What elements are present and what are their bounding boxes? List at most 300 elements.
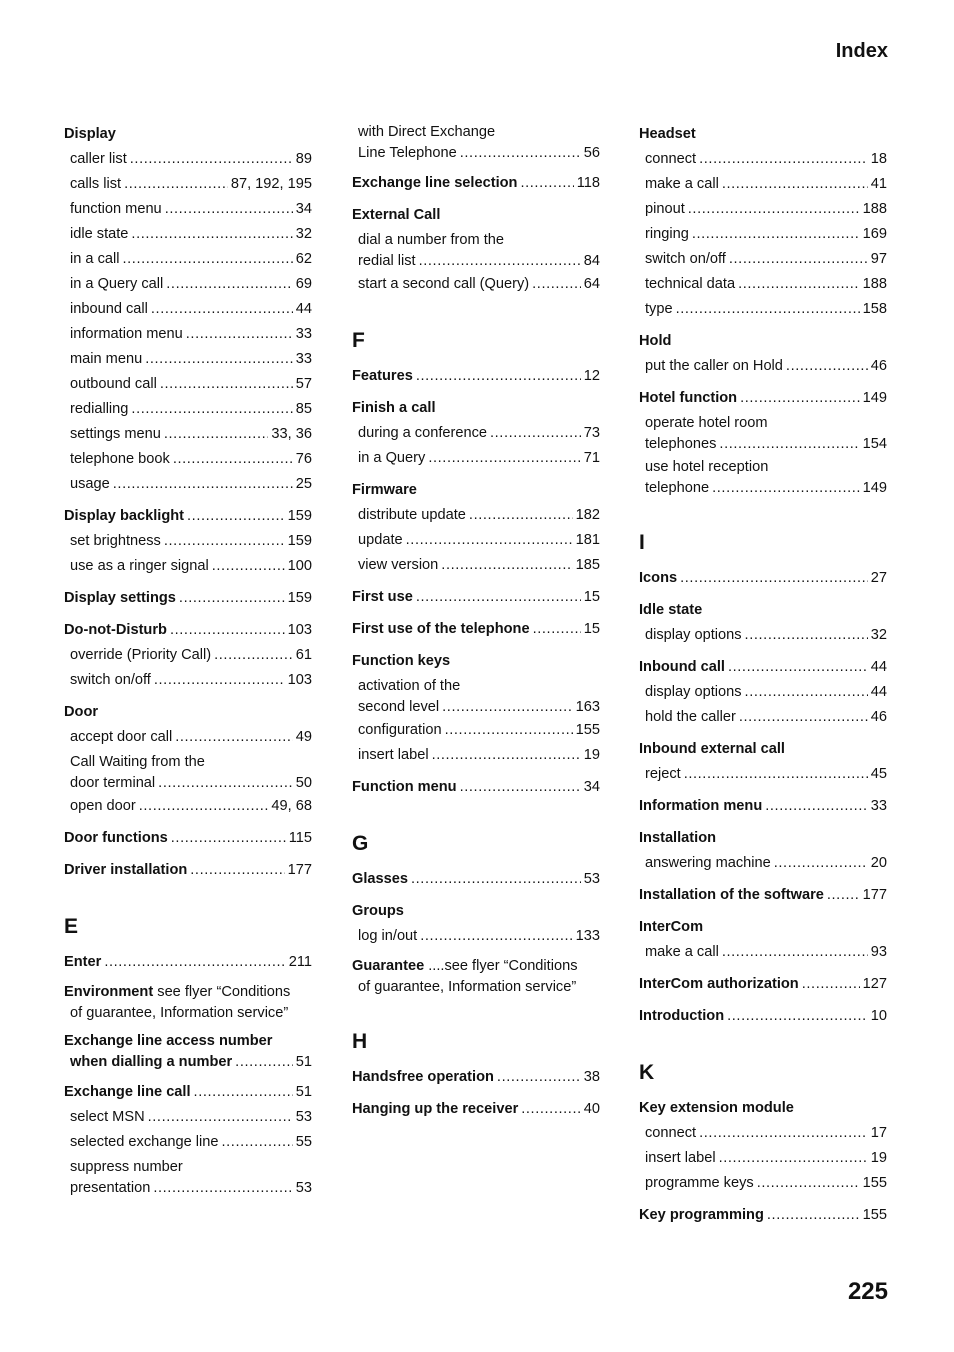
leader-dots bbox=[688, 197, 860, 222]
page-ref: 188 bbox=[862, 201, 887, 217]
index-subentry bbox=[64, 297, 312, 322]
page-ref: 169 bbox=[862, 226, 887, 242]
index-subentry bbox=[64, 197, 312, 222]
leader-dots bbox=[235, 1052, 293, 1073]
section-letter: G bbox=[352, 832, 369, 855]
subentry-line: operate hotel room bbox=[645, 415, 768, 431]
leader-dots bbox=[148, 1105, 293, 1130]
page-ref: 100 bbox=[287, 558, 312, 574]
leader-dots bbox=[745, 623, 868, 648]
leader-dots bbox=[411, 867, 581, 892]
subentry-label: insert label bbox=[645, 1150, 716, 1166]
page-ref: 19 bbox=[870, 1150, 887, 1166]
heading-label: Icons bbox=[639, 570, 678, 586]
leader-dots bbox=[802, 972, 860, 997]
page-ref: 51 bbox=[295, 1054, 312, 1070]
subentry-label: distribute update bbox=[358, 507, 466, 523]
page-ref: 33 bbox=[295, 326, 312, 342]
index-column-left bbox=[64, 122, 312, 1199]
heading-label: Introduction bbox=[639, 1008, 725, 1024]
subentry-last-line bbox=[645, 478, 887, 499]
page-ref: 71 bbox=[583, 450, 600, 466]
page-ref: 127 bbox=[862, 976, 887, 992]
index-entry-heading bbox=[352, 1065, 600, 1090]
subentry-label: accept door call bbox=[70, 729, 173, 745]
index-entry-heading: Firmware bbox=[352, 482, 417, 498]
index-subentry bbox=[352, 743, 600, 768]
leader-dots bbox=[190, 858, 284, 883]
index-entry-heading bbox=[639, 1203, 887, 1228]
index-subentry bbox=[352, 446, 600, 471]
leader-dots bbox=[179, 586, 285, 611]
page-ref: 89 bbox=[295, 151, 312, 167]
leader-dots bbox=[173, 447, 293, 472]
index-subentry bbox=[64, 668, 312, 693]
section-letter: F bbox=[352, 329, 365, 352]
section-letter: I bbox=[639, 531, 645, 554]
page-ref: 33, 36 bbox=[271, 426, 312, 442]
subentry-label: answering machine bbox=[645, 855, 771, 871]
subentry-label: presentation bbox=[70, 1180, 151, 1196]
index-subentry bbox=[639, 1121, 887, 1146]
index-subentry bbox=[639, 272, 887, 297]
index-subentry bbox=[64, 322, 312, 347]
leader-dots bbox=[158, 773, 293, 794]
subentry-label: ringing bbox=[645, 226, 689, 242]
subentry-label: telephones bbox=[645, 436, 717, 452]
heading-label: Exchange line call bbox=[64, 1084, 191, 1100]
page-ref: 149 bbox=[862, 390, 887, 406]
heading-label: Inbound call bbox=[639, 659, 725, 675]
heading-label: Installation of the software bbox=[639, 887, 824, 903]
subentry-line: activation of the bbox=[358, 678, 461, 694]
page-ref: 181 bbox=[575, 532, 600, 548]
leader-dots bbox=[221, 1130, 292, 1155]
index-entry-heading bbox=[64, 950, 312, 975]
subentry-label: telephone bbox=[645, 480, 710, 496]
leader-dots bbox=[739, 705, 868, 730]
page-ref: 46 bbox=[870, 358, 887, 374]
index-subentry bbox=[352, 272, 600, 297]
page-ref: 64 bbox=[583, 276, 600, 292]
subentry-last-line bbox=[70, 773, 312, 794]
subentry-label: view version bbox=[358, 557, 439, 573]
subentry-label: second level bbox=[358, 699, 440, 715]
index-subentry bbox=[64, 422, 312, 447]
leader-dots bbox=[164, 529, 285, 554]
leader-dots bbox=[738, 272, 860, 297]
leader-dots bbox=[214, 643, 293, 668]
leader-dots bbox=[164, 422, 269, 447]
index-entry-heading bbox=[64, 1080, 312, 1105]
subentry-label: set brightness bbox=[70, 533, 161, 549]
subentry-label: reject bbox=[645, 766, 681, 782]
see-reference-continued: of guarantee, Information service” bbox=[358, 979, 577, 995]
index-subentry bbox=[639, 222, 887, 247]
leader-dots bbox=[131, 397, 292, 422]
subentry-label: telephone book bbox=[70, 451, 170, 467]
index-entry-heading bbox=[352, 775, 600, 800]
leader-dots bbox=[145, 347, 293, 372]
subentry-label: redial list bbox=[358, 253, 416, 269]
index-entry-heading: Inbound external call bbox=[639, 741, 785, 757]
page-ref: 159 bbox=[287, 590, 312, 606]
heading-label: Display settings bbox=[64, 590, 176, 606]
subentry-last-line bbox=[358, 697, 600, 718]
leader-dots bbox=[160, 372, 293, 397]
page-ref: 33 bbox=[295, 351, 312, 367]
index-entry-heading: External Call bbox=[352, 207, 441, 223]
subentry-label: during a conference bbox=[358, 425, 487, 441]
index-subentry bbox=[64, 172, 312, 197]
heading-label: Glasses bbox=[352, 871, 408, 887]
page-ref: 133 bbox=[575, 928, 600, 944]
index-entry-heading bbox=[352, 617, 600, 642]
leader-dots bbox=[684, 762, 868, 787]
subentry-label: start a second call (Query) bbox=[358, 276, 530, 292]
index-subentry bbox=[352, 503, 600, 528]
index-subentry bbox=[639, 147, 887, 172]
subentry-last-line bbox=[358, 251, 600, 272]
page-ref: 87, 192, 195 bbox=[230, 176, 312, 192]
page-ref: 19 bbox=[583, 747, 600, 763]
page-ref: 185 bbox=[575, 557, 600, 573]
index-entry-heading: Installation bbox=[639, 830, 717, 846]
index-column-middle bbox=[352, 122, 600, 1122]
index-subentry bbox=[352, 421, 600, 446]
index-entry-heading bbox=[64, 504, 312, 529]
page-ref: 53 bbox=[295, 1109, 312, 1125]
subentry-label: door terminal bbox=[70, 775, 156, 791]
page-ref: 50 bbox=[295, 775, 312, 791]
page-ref: 103 bbox=[287, 622, 312, 638]
leader-dots bbox=[151, 297, 293, 322]
index-subentry bbox=[639, 1146, 887, 1171]
index-entry-heading bbox=[352, 171, 600, 196]
page-ref: 38 bbox=[583, 1069, 600, 1085]
page-ref: 93 bbox=[870, 944, 887, 960]
page-ref: 34 bbox=[583, 779, 600, 795]
index-subentry bbox=[64, 1130, 312, 1155]
page-ref: 18 bbox=[870, 151, 887, 167]
page-ref: 46 bbox=[870, 709, 887, 725]
leader-dots bbox=[212, 554, 285, 579]
index-entry-heading bbox=[64, 982, 312, 1024]
page-ref: 15 bbox=[583, 589, 600, 605]
page-ref: 118 bbox=[576, 175, 600, 191]
heading-label: First use of the telephone bbox=[352, 621, 530, 637]
page-ref: 20 bbox=[870, 855, 887, 871]
leader-dots bbox=[122, 247, 292, 272]
leader-dots bbox=[460, 775, 581, 800]
leader-dots bbox=[432, 743, 581, 768]
page-ref: 103 bbox=[287, 672, 312, 688]
page-ref: 211 bbox=[288, 954, 312, 970]
subentry-label: switch on/off bbox=[70, 672, 151, 688]
leader-dots bbox=[533, 617, 581, 642]
leader-dots bbox=[406, 528, 573, 553]
index-entry-heading bbox=[639, 386, 887, 411]
leader-dots bbox=[442, 697, 573, 718]
subentry-label: connect bbox=[645, 151, 697, 167]
subentry-label: calls list bbox=[70, 176, 122, 192]
subentry-label: technical data bbox=[645, 276, 736, 292]
page-ref: 44 bbox=[870, 659, 887, 675]
index-entry-heading bbox=[352, 364, 600, 389]
index-subentry bbox=[64, 554, 312, 579]
heading-label: Door functions bbox=[64, 830, 168, 846]
leader-dots bbox=[676, 297, 860, 322]
subentry-label: select MSN bbox=[70, 1109, 145, 1125]
page-ref: 57 bbox=[295, 376, 312, 392]
index-subentry bbox=[64, 643, 312, 668]
index-entry-heading bbox=[639, 655, 887, 680]
index-subentry bbox=[639, 297, 887, 322]
leader-dots bbox=[419, 251, 581, 272]
heading-label: Display backlight bbox=[64, 508, 185, 524]
subentry-label: usage bbox=[70, 476, 110, 492]
index-entry-heading bbox=[352, 585, 600, 610]
subentry-label: caller list bbox=[70, 151, 127, 167]
subentry-label: put the caller on Hold bbox=[645, 358, 783, 374]
index-subentry bbox=[639, 680, 887, 705]
leader-dots bbox=[712, 478, 860, 499]
index-entry-heading bbox=[64, 618, 312, 643]
index-entry-heading: Groups bbox=[352, 903, 404, 919]
subentry-label: programme keys bbox=[645, 1175, 754, 1191]
leader-dots bbox=[104, 950, 285, 975]
leader-dots bbox=[165, 197, 293, 222]
subentry-last-line bbox=[645, 434, 887, 455]
leader-dots bbox=[441, 553, 572, 578]
page-ref: 84 bbox=[583, 253, 600, 269]
leader-dots bbox=[124, 172, 228, 197]
leader-dots bbox=[153, 1178, 292, 1199]
page-ref: 73 bbox=[583, 425, 600, 441]
page-ref: 177 bbox=[287, 862, 312, 878]
index-entry-heading: Key extension module bbox=[639, 1100, 794, 1116]
leader-dots bbox=[727, 1004, 868, 1029]
page-ref: 155 bbox=[862, 1207, 887, 1223]
index-subentry bbox=[64, 397, 312, 422]
subentry-last-line bbox=[358, 143, 600, 164]
index-subentry bbox=[64, 529, 312, 554]
leader-dots bbox=[722, 940, 868, 965]
heading-label: Hanging up the receiver bbox=[352, 1101, 519, 1117]
page-ref: 32 bbox=[870, 627, 887, 643]
leader-dots bbox=[469, 503, 573, 528]
section-letter: E bbox=[64, 915, 79, 938]
heading-line bbox=[64, 982, 312, 1003]
index-subentry bbox=[64, 247, 312, 272]
leader-dots bbox=[445, 718, 573, 743]
subentry-label: Line Telephone bbox=[358, 145, 457, 161]
heading-line: Exchange line access number bbox=[64, 1033, 273, 1049]
heading-last-line bbox=[64, 1052, 312, 1073]
page-ref: 85 bbox=[295, 401, 312, 417]
page-ref: 56 bbox=[583, 145, 600, 161]
heading-label: Handsfree operation bbox=[352, 1069, 494, 1085]
page-number: 225 bbox=[847, 1278, 888, 1305]
leader-dots bbox=[757, 1171, 860, 1196]
index-subentry bbox=[639, 354, 887, 379]
index-subentry bbox=[64, 347, 312, 372]
leader-dots bbox=[786, 354, 868, 379]
leader-dots bbox=[520, 171, 573, 196]
page-ref: 44 bbox=[870, 684, 887, 700]
index-subentry bbox=[64, 147, 312, 172]
page-ref: 12 bbox=[583, 368, 600, 384]
page-ref: 149 bbox=[862, 480, 887, 496]
page-ref: 55 bbox=[295, 1134, 312, 1150]
index-subentry bbox=[352, 230, 600, 272]
index-column-right bbox=[639, 122, 887, 1228]
page-ref: 97 bbox=[870, 251, 887, 267]
subentry-label: open door bbox=[70, 798, 136, 814]
leader-dots bbox=[490, 421, 581, 446]
leader-dots bbox=[680, 566, 868, 591]
see-reference: ....see flyer “Conditions bbox=[428, 958, 578, 974]
index-subentry bbox=[64, 472, 312, 497]
index-subentry bbox=[639, 172, 887, 197]
index-entry-heading bbox=[64, 826, 312, 851]
subentry-label: insert label bbox=[358, 747, 429, 763]
heading-label: Environment bbox=[64, 984, 154, 1000]
index-subentry bbox=[639, 762, 887, 787]
page-ref: 53 bbox=[583, 871, 600, 887]
leader-dots bbox=[827, 883, 860, 908]
index-subentry bbox=[64, 725, 312, 750]
leader-dots bbox=[745, 680, 868, 705]
index-subentry bbox=[639, 413, 887, 455]
see-reference: see flyer “Conditions bbox=[157, 984, 291, 1000]
page-ref: 158 bbox=[862, 301, 887, 317]
index-title: Index bbox=[835, 40, 888, 62]
page-ref: 53 bbox=[295, 1180, 312, 1196]
heading-label: Driver installation bbox=[64, 862, 188, 878]
index-entry-heading bbox=[64, 858, 312, 883]
index-subentry bbox=[352, 718, 600, 743]
leader-dots bbox=[416, 364, 581, 389]
index-entry-heading bbox=[639, 972, 887, 997]
page-ref: 69 bbox=[295, 276, 312, 292]
index-subentry bbox=[64, 272, 312, 297]
index-entry-heading bbox=[64, 586, 312, 611]
subentry-label: use as a ringer signal bbox=[70, 558, 209, 574]
leader-dots bbox=[765, 794, 868, 819]
page-ref: 49, 68 bbox=[271, 798, 312, 814]
heading-label: Do-not-Disturb bbox=[64, 622, 167, 638]
page-ref: 159 bbox=[287, 533, 312, 549]
leader-dots bbox=[774, 851, 868, 876]
index-subentry bbox=[639, 623, 887, 648]
leader-dots bbox=[113, 472, 293, 497]
page-ref: 27 bbox=[870, 570, 887, 586]
section-letter: H bbox=[352, 1030, 368, 1053]
leader-dots bbox=[171, 826, 286, 851]
subentry-label: override (Priority Call) bbox=[70, 647, 212, 663]
leader-dots bbox=[186, 322, 293, 347]
index-subentry bbox=[639, 247, 887, 272]
page-ref: 154 bbox=[862, 436, 887, 452]
index-subentry bbox=[64, 1105, 312, 1130]
index-subentry bbox=[639, 1171, 887, 1196]
heading-label: Guarantee bbox=[352, 958, 425, 974]
subentry-label: display options bbox=[645, 684, 742, 700]
heading-label: Exchange line selection bbox=[352, 175, 518, 191]
page-ref: 41 bbox=[870, 176, 887, 192]
index-entry-heading bbox=[352, 1097, 600, 1122]
subentry-label: make a call bbox=[645, 176, 719, 192]
heading-label: Key programming bbox=[639, 1207, 764, 1223]
index-entry-heading: Idle state bbox=[639, 602, 703, 618]
page-ref: 51 bbox=[295, 1084, 312, 1100]
index-entry-heading: InterCom bbox=[639, 919, 704, 935]
subentry-line: Call Waiting from the bbox=[70, 754, 205, 770]
subentry-label: hold the caller bbox=[645, 709, 736, 725]
subentry-label: inbound call bbox=[70, 301, 148, 317]
leader-dots bbox=[131, 222, 292, 247]
page-ref: 159 bbox=[287, 508, 312, 524]
subentry-label: update bbox=[358, 532, 403, 548]
leader-dots bbox=[692, 222, 860, 247]
leader-dots bbox=[175, 725, 293, 750]
heading-label: Enter bbox=[64, 954, 102, 970]
index-subentry bbox=[352, 553, 600, 578]
index-subentry bbox=[64, 447, 312, 472]
leader-dots bbox=[130, 147, 293, 172]
leader-dots bbox=[740, 386, 860, 411]
index-subentry bbox=[639, 705, 887, 730]
index-subentry bbox=[639, 851, 887, 876]
subentry-label: log in/out bbox=[358, 928, 418, 944]
leader-dots bbox=[728, 655, 868, 680]
heading-label: First use bbox=[352, 589, 413, 605]
page-ref: 188 bbox=[862, 276, 887, 292]
page-ref: 34 bbox=[295, 201, 312, 217]
subentry-label: in a call bbox=[70, 251, 120, 267]
index-entry-heading bbox=[352, 956, 600, 998]
leader-dots bbox=[420, 924, 572, 949]
page-ref: 182 bbox=[575, 507, 600, 523]
subentry-line: suppress number bbox=[70, 1159, 183, 1175]
leader-dots bbox=[170, 618, 285, 643]
subentry-label: pinout bbox=[645, 201, 685, 217]
index-entry-heading: Door bbox=[64, 704, 99, 720]
page-ref: 44 bbox=[295, 301, 312, 317]
page-ref: 17 bbox=[870, 1125, 887, 1141]
page-ref: 155 bbox=[862, 1175, 887, 1191]
page-ref: 10 bbox=[870, 1008, 887, 1024]
heading-label: when dialling a number bbox=[70, 1054, 233, 1070]
leader-dots bbox=[722, 172, 868, 197]
subentry-label: function menu bbox=[70, 201, 162, 217]
subentry-label: in a Query call bbox=[70, 276, 164, 292]
subentry-label: switch on/off bbox=[645, 251, 726, 267]
index-subentry bbox=[639, 197, 887, 222]
subentry-label: display options bbox=[645, 627, 742, 643]
leader-dots bbox=[699, 1121, 868, 1146]
page-ref: 163 bbox=[575, 699, 600, 715]
subentry-label: settings menu bbox=[70, 426, 161, 442]
leader-dots bbox=[460, 143, 581, 164]
index-entry-heading: Function keys bbox=[352, 653, 451, 669]
page-ref: 15 bbox=[583, 621, 600, 637]
index-entry-heading: Headset bbox=[639, 126, 696, 142]
leader-dots bbox=[521, 1097, 581, 1122]
index-subentry bbox=[64, 372, 312, 397]
leader-dots bbox=[767, 1203, 860, 1228]
